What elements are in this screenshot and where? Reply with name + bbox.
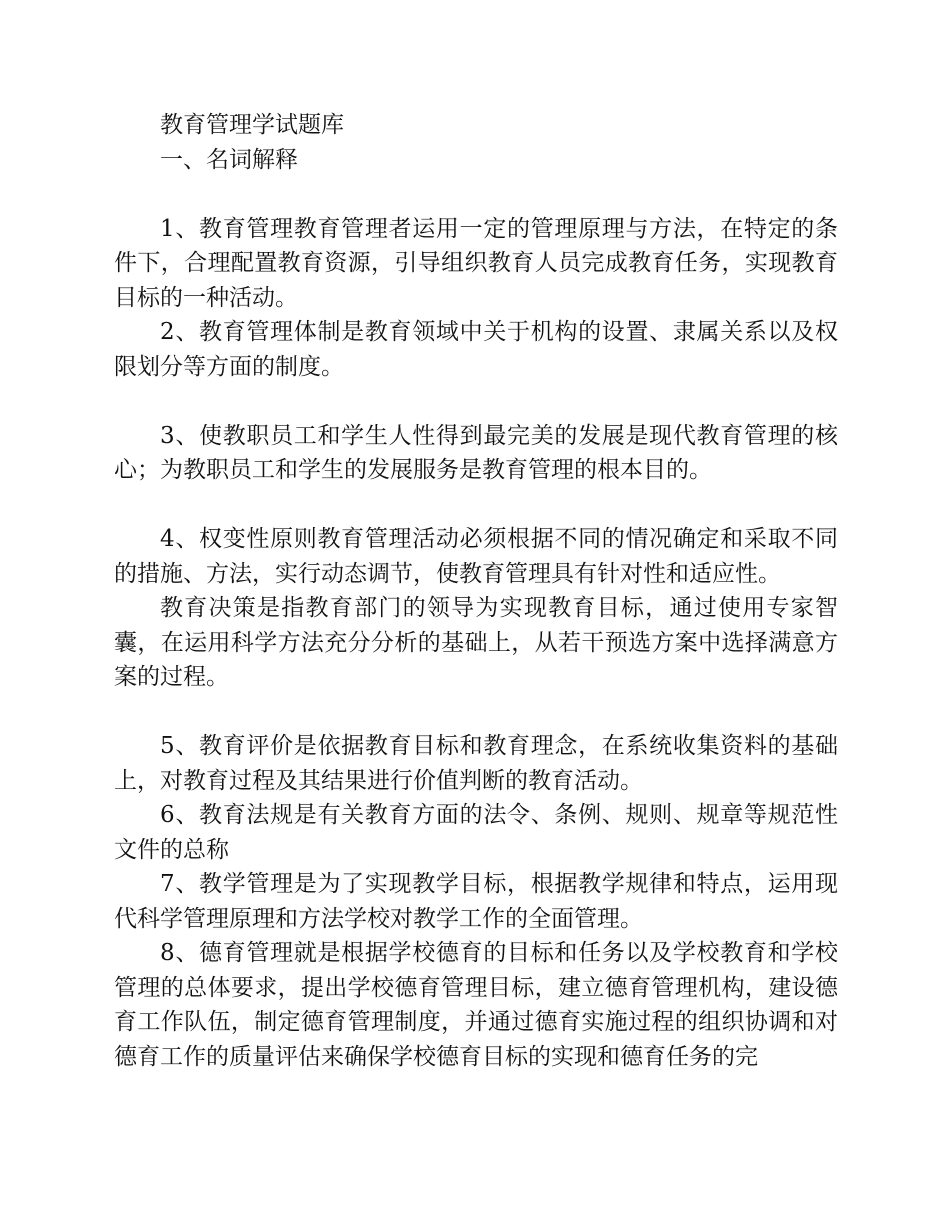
paragraph-2: 2、教育管理体制是教育领域中关于机构的设置、隶属关系以及权限划分等方面的制度。	[114, 319, 838, 380]
paragraph-3: 3、使教职员工和学生人性得到最完美的发展是现代教育管理的核心；为教职员工和学生的发展服务是教育管理的根本目的。	[114, 422, 838, 483]
paragraph-6: 6、教育法规是有关教育方面的法令、条例、规则、规章等规范性文件的总称	[114, 802, 838, 863]
paragraph-8: 8、德育管理就是根据学校德育的目标和任务以及学校教育和学校管理的总体要求，提出学校德育管理目标，建立德育管理机构，建设德育工作队伍，制定德育管理制度，并通过德育实施过程的组织协调和对德育工作的质量评估来确保学校德育目标的实现和德育任务的完	[114, 940, 838, 1070]
section-heading: 一、名词解释	[160, 146, 298, 173]
paragraph-7: 7、教学管理是为了实现教学目标，根据教学规律和特点，运用现代科学管理原理和方法学校对教学工作的全面管理。	[114, 871, 838, 932]
paragraph-1: 1、教育管理教育管理者运用一定的管理原理与方法，在特定的条件下，合理配置教育资源，引导组织教育人员完成教育任务，实现教育目标的一种活动。	[114, 215, 838, 311]
blank-line	[114, 384, 838, 419]
blank-line	[114, 488, 838, 523]
paragraph-education-decision: 教育决策是指教育部门的领导为实现教育目标，通过使用专家智囊，在运用科学方法充分分析的基础上，从若干预选方案中选择满意方案的过程。	[114, 595, 838, 690]
blank-line	[114, 177, 838, 212]
document-title: 教育管理学试题库	[160, 112, 344, 138]
blank-line	[114, 695, 838, 730]
paragraph-5: 5、教育评价是依据教育目标和教育理念，在系统收集资料的基础上，对教育过程及其结果进行价值判断的教育活动。	[114, 733, 838, 794]
document-body	[114, 108, 838, 1074]
paragraph-4: 4、权变性原则教育管理活动必须根据不同的情况确定和采取不同的措施、方法，实行动态调节，使教育管理具有针对性和适应性。	[114, 526, 838, 587]
